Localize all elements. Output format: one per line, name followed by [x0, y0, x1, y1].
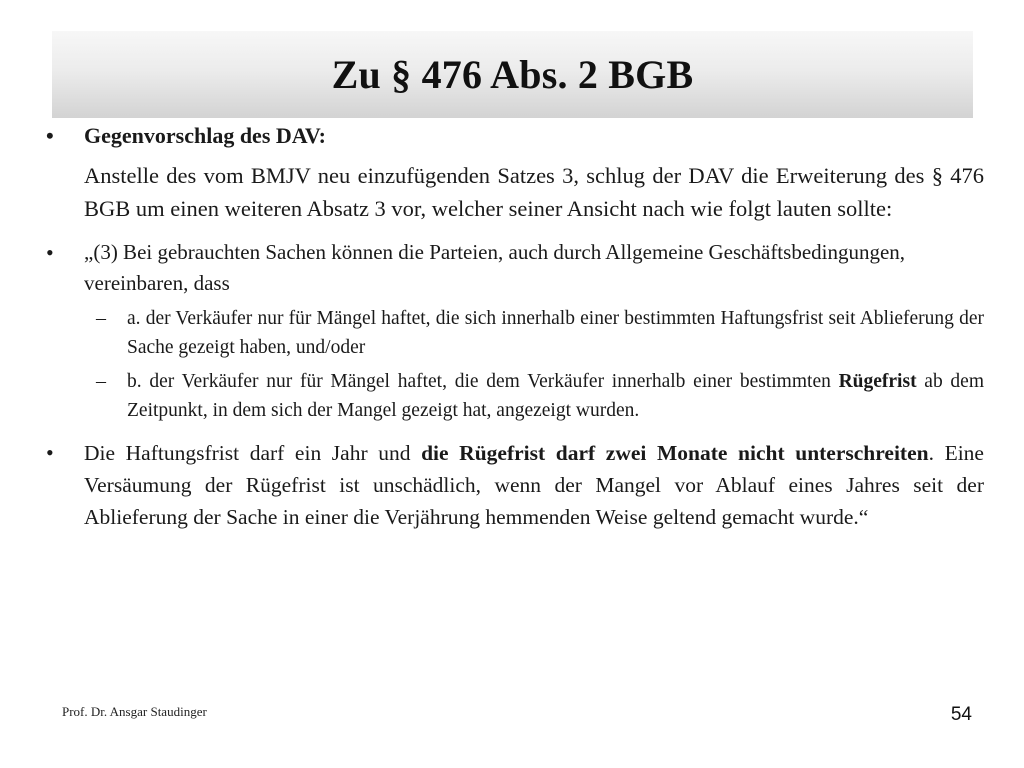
sub-item-a — [40, 304, 984, 362]
bullet-icon: • — [46, 440, 54, 465]
sub-item-a-text: a. der Verkäufer nur für Mängel haftet, die sich innerhalb einer bestimmten Haftungsfrist seit Ablieferung der Sache gezeigt haben, und/oder — [127, 308, 984, 358]
dash-icon: – — [96, 370, 106, 392]
sub-item-b-bold: Rügefrist — [838, 371, 917, 392]
quote-intro: „(3) Bei gebrauchten Sachen können die Parteien, auch durch Allgemeine Geschäftsbedingungen, vereinbaren, dass — [84, 240, 906, 295]
bullet-item-quote — [40, 237, 984, 299]
bullet-icon: • — [46, 123, 54, 148]
title-bar — [52, 31, 973, 118]
page-number: 54 — [950, 704, 972, 725]
slide-title: Zu § 476 Abs. 2 BGB — [331, 52, 694, 97]
time-limits-text-after: . Eine Versäumung der Rügefrist ist unschädlich, wenn der Mangel vor Ablauf eines Jahres seit der Ablieferung der Sache in einer die Verjährung hemmenden Weise geltend gemacht wurde.“ — [84, 441, 984, 529]
bullet-item-dav-proposal — [40, 119, 984, 153]
dash-icon: – — [96, 307, 106, 329]
footer-author: Prof. Dr. Ansgar Staudinger — [62, 704, 207, 719]
slide-content — [40, 117, 984, 533]
time-limits-bold: die Rügefrist darf zwei Monate nicht unterschreiten — [421, 441, 929, 465]
sub-item-b-text-before: b. der Verkäufer nur für Mängel haftet, die dem Verkäufer innerhalb einer bestimmten — [127, 371, 839, 392]
bullet-icon: • — [46, 240, 54, 265]
sub-item-b-text-after: ab dem Zeitpunkt, in dem sich der Mangel gezeigt hat, angezeigt wurden. — [127, 371, 984, 421]
bullet-item-time-limits — [40, 437, 984, 533]
section-heading: Gegenvorschlag des DAV: — [84, 123, 327, 148]
time-limits-text-before: Die Haftungsfrist darf ein Jahr und — [84, 441, 422, 465]
dav-paragraph: Anstelle des vom BMJV neu einzufügenden Satzes 3, schlug der DAV die Erweiterung des § 476 BGB um einen weiteren Absatz 3 vor, welcher seiner Ansicht nach wie folgt lauten sollte: — [84, 163, 984, 221]
sub-item-b — [40, 367, 984, 425]
